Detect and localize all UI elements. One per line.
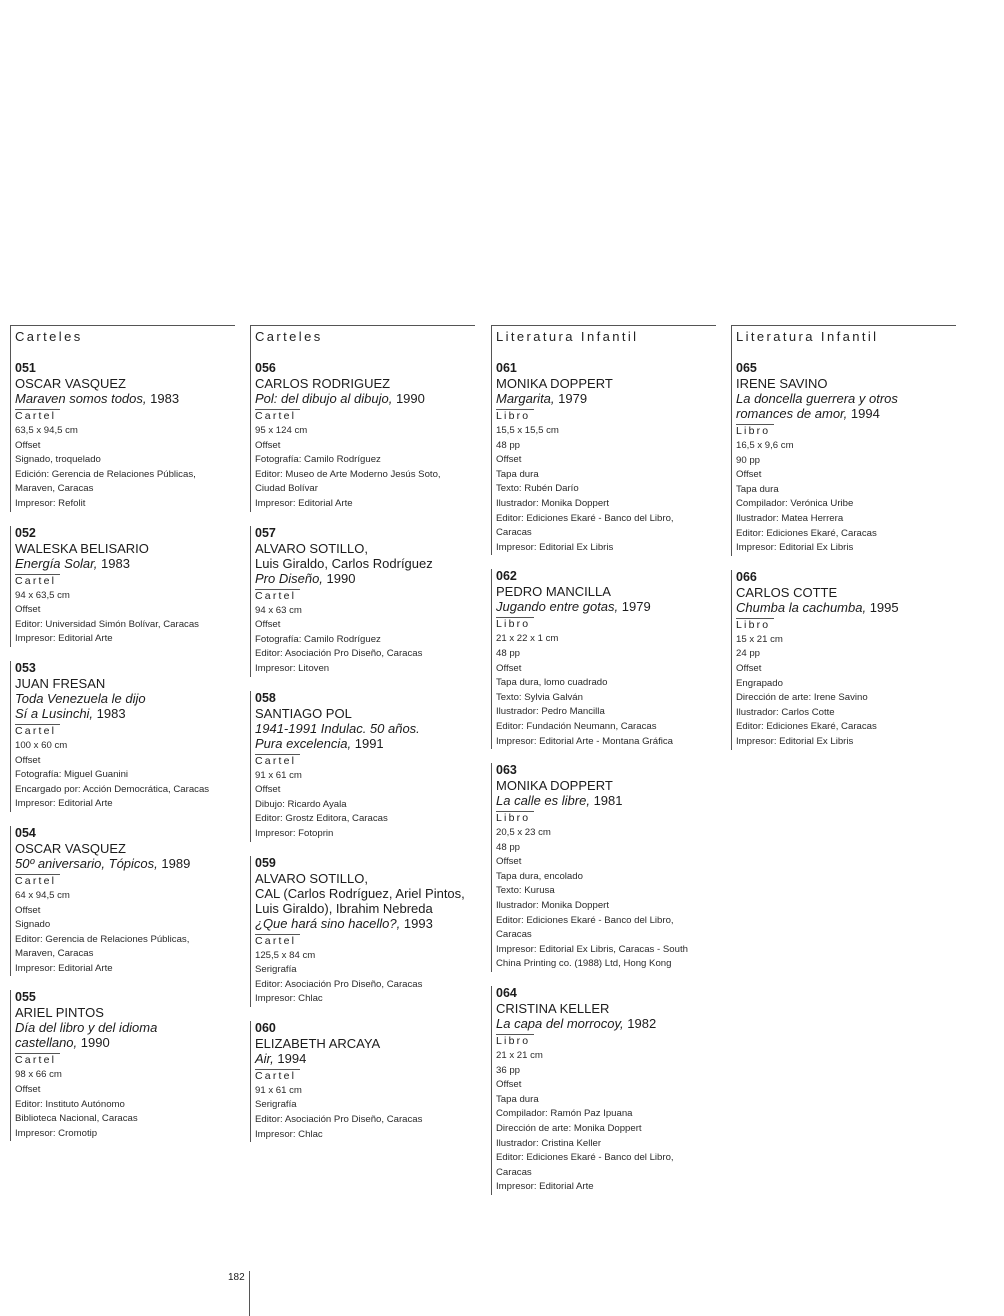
section-header: [491, 325, 716, 365]
entry-title: [255, 1051, 475, 1066]
section-title: Carteles: [255, 329, 323, 344]
detail-line: Caracas: [496, 527, 532, 539]
entry-type: Libro: [496, 1034, 534, 1048]
author-line: ARIEL PINTOS: [15, 1005, 104, 1021]
entry-author: [255, 871, 475, 916]
title-italic: romances de amor,: [736, 406, 848, 421]
entry-author: [496, 584, 716, 599]
author-line: MONIKA DOPPERT: [496, 376, 613, 391]
title-italic: La capa del morrocoy,: [496, 1016, 624, 1032]
entry-author: [15, 1005, 235, 1020]
entry-details: [496, 632, 716, 749]
detail-line: Offset: [255, 439, 281, 451]
entry-title: [736, 391, 956, 421]
title-year: 1983: [97, 555, 130, 571]
catalog-entry: [250, 856, 475, 1007]
detail-line: Impresor: Editorial Arte - Montana Gráfica: [496, 735, 674, 747]
detail-line: Ilustrador: Monika Doppert: [496, 497, 610, 509]
title-italic: Día del libro y del idioma: [15, 1020, 158, 1036]
entry-details: [496, 1049, 716, 1195]
entry-author: [496, 778, 716, 793]
detail-line: Caracas: [496, 929, 532, 941]
catalog-column-4: [731, 325, 956, 764]
title-italic: Pura excelencia,: [255, 735, 352, 751]
title-line: [496, 391, 716, 406]
title-year: 1991: [351, 735, 384, 751]
title-year: 1981: [589, 793, 623, 809]
catalog-entry: [250, 1021, 475, 1142]
entry-type: Cartel: [255, 1069, 300, 1083]
detail-line: Engrapado: [736, 677, 783, 689]
author-line: CARLOS COTTE: [736, 584, 838, 600]
entry-details: [736, 633, 956, 750]
detail-line: Signado, troquelado: [15, 454, 101, 466]
author-line: OSCAR VASQUEZ: [15, 376, 127, 391]
detail-line: Texto: Sylvia Galván: [496, 691, 583, 703]
detail-line: Serigrafía: [255, 1099, 297, 1111]
entry-number: 061: [496, 361, 517, 375]
catalog-entry: [250, 526, 475, 677]
detail-line: Offset: [15, 604, 41, 616]
entry-number: 058: [255, 690, 276, 705]
entry-type: Libro: [496, 617, 534, 631]
title-italic: Pol: del dibujo al dibujo,: [255, 391, 393, 406]
catalog-entry: [10, 990, 235, 1141]
detail-line: Tapa dura: [736, 483, 779, 495]
entry-type: Libro: [736, 424, 774, 438]
entry-type: Cartel: [255, 754, 300, 768]
detail-line: 125,5 x 84 cm: [255, 949, 316, 961]
detail-line: Ilustrador: Carlos Cotte: [736, 706, 835, 718]
detail-line: Impresor: Cromotip: [15, 1127, 98, 1139]
entry-details: [15, 424, 235, 512]
entry-details: [255, 949, 475, 1007]
author-line: MONIKA DOPPERT: [496, 778, 613, 794]
entry-number: 051: [15, 361, 36, 375]
detail-line: Offset: [736, 469, 762, 481]
catalog-entry: [491, 763, 716, 972]
entry-author: [255, 1036, 475, 1051]
title-year: 1979: [618, 599, 651, 615]
entry-number: 066: [736, 569, 757, 584]
entry-type: Libro: [496, 811, 534, 825]
catalog-column-1: [10, 325, 235, 1155]
entry-type: Cartel: [15, 874, 60, 888]
section-title: Literatura Infantil: [496, 329, 639, 344]
detail-line: Tapa dura, encolado: [496, 870, 583, 882]
detail-line: Editor: Universidad Simón Bolívar, Caracas: [15, 618, 199, 630]
entry-type: Cartel: [255, 589, 300, 603]
detail-line: 48 pp: [496, 841, 521, 853]
entry-title: [15, 691, 235, 721]
catalog-entry: [491, 569, 716, 749]
entry-type: Cartel: [255, 409, 300, 423]
detail-line: Impresor: Editorial Ex Libris: [496, 541, 614, 553]
detail-line: Impresor: Editorial Ex Libris: [736, 735, 854, 747]
entry-number: 054: [15, 825, 36, 840]
title-year: 1983: [93, 705, 126, 721]
detail-line: Ilustrador: Pedro Mancilla: [496, 706, 605, 718]
author-line: IRENE SAVINO: [736, 376, 828, 391]
entry-author: [496, 1001, 716, 1016]
entry-author: [736, 585, 956, 600]
entry-title: [736, 600, 956, 615]
title-italic: Air,: [255, 1050, 274, 1066]
detail-line: Offset: [255, 619, 281, 631]
detail-line: Editor: Gerencia de Relaciones Públicas,: [15, 933, 190, 945]
entry-author: [15, 841, 235, 856]
entry-type: Libro: [496, 409, 534, 423]
entry-number: 062: [496, 569, 517, 584]
section-title: Literatura Infantil: [736, 329, 879, 344]
entry-number: 065: [736, 361, 757, 375]
author-line: CRISTINA KELLER: [496, 1001, 610, 1017]
detail-line: China Printing co. (1988) Ltd, Hong Kong: [496, 958, 672, 970]
title-line: [15, 691, 235, 706]
title-line: [15, 556, 235, 571]
title-year: 1994: [273, 1050, 307, 1066]
detail-line: Maraven, Caracas: [15, 483, 94, 495]
catalog-entry: [250, 691, 475, 842]
title-italic: ¿Que hará sino hacello?,: [255, 915, 401, 931]
detail-line: Offset: [736, 662, 762, 674]
detail-line: Offset: [15, 754, 41, 766]
entry-details: [255, 604, 475, 677]
title-italic: 50º aniversario, Tópicos,: [15, 855, 158, 871]
catalog-entry: [10, 361, 235, 512]
title-year: 1995: [866, 599, 899, 615]
detail-line: 63,5 x 94,5 cm: [15, 425, 78, 436]
entry-details: [15, 1068, 235, 1141]
title-line: [15, 391, 235, 406]
entry-title: [255, 391, 475, 406]
detail-line: Offset: [255, 784, 281, 796]
author-line: ELIZABETH ARCAYA: [255, 1035, 381, 1051]
catalog-entry: [731, 361, 956, 556]
catalog-column-3: [491, 325, 716, 1209]
title-year: 1994: [847, 406, 880, 421]
detail-line: 48 pp: [496, 439, 521, 451]
detail-line: Biblioteca Nacional, Caracas: [15, 1113, 138, 1125]
entry-author: [15, 541, 235, 556]
author-line: ALVARO SOTILLO,: [255, 870, 368, 886]
detail-line: Ilustrador: Monika Doppert: [496, 900, 610, 912]
entry-details: [255, 1084, 475, 1142]
detail-line: Editor: Museo de Arte Moderno Jesús Soto,: [255, 468, 441, 480]
title-year: 1989: [157, 855, 191, 871]
detail-line: Ilustrador: Matea Herrera: [736, 512, 844, 524]
detail-line: Dibujo: Ricardo Ayala: [255, 798, 347, 810]
title-line: [255, 721, 475, 736]
title-italic: Chumba la cachumba,: [736, 599, 867, 615]
entry-details: [496, 826, 716, 972]
title-year: 1983: [146, 391, 180, 406]
entry-author: [736, 376, 956, 391]
entry-number: 063: [496, 763, 517, 778]
detail-line: Signado: [15, 919, 51, 931]
detail-line: 98 x 66 cm: [15, 1069, 62, 1081]
detail-line: 16,5 x 9,6 cm: [736, 440, 794, 451]
entry-title: [255, 721, 475, 751]
detail-line: Compilador: Ramón Paz Ipuana: [496, 1108, 633, 1120]
detail-line: Serigrafía: [255, 964, 297, 976]
detail-line: Editor: Fundación Neumann, Caracas: [496, 720, 657, 732]
detail-line: Offset: [496, 662, 522, 674]
title-line: [15, 706, 235, 721]
catalog-entry: [731, 570, 956, 750]
title-line: [15, 1035, 235, 1050]
detail-line: Maraven, Caracas: [15, 948, 94, 960]
detail-line: Offset: [496, 856, 522, 868]
catalog-entry: [250, 361, 475, 512]
catalog-entry: [10, 826, 235, 977]
title-line: [15, 856, 235, 871]
title-line: [496, 1016, 716, 1031]
detail-line: Offset: [15, 1084, 41, 1096]
author-line: PEDRO MANCILLA: [496, 584, 611, 600]
entry-title: [496, 391, 716, 406]
entry-title: [15, 391, 235, 406]
title-italic: Maraven somos todos,: [15, 391, 147, 406]
detail-line: 94 x 63 cm: [255, 604, 302, 616]
detail-line: Offset: [15, 904, 41, 916]
entry-number: 064: [496, 986, 517, 1001]
detail-line: Editor: Instituto Autónomo: [15, 1098, 125, 1110]
section-header: [250, 325, 475, 365]
detail-line: Compilador: Verónica Uribe: [736, 498, 854, 510]
detail-line: Edición: Gerencia de Relaciones Públicas,: [15, 468, 196, 480]
detail-line: Offset: [496, 1079, 522, 1091]
title-line: [496, 599, 716, 614]
title-line: [736, 391, 956, 406]
author-line: ALVARO SOTILLO,: [255, 540, 368, 556]
entry-number: 056: [255, 361, 276, 375]
detail-line: Impresor: Chlac: [255, 1128, 323, 1140]
entry-author: [255, 376, 475, 391]
detail-line: Editor: Asociación Pro Diseño, Caracas: [255, 978, 423, 990]
entry-author: [255, 706, 475, 721]
entry-title: [496, 599, 716, 614]
detail-line: 100 x 60 cm: [15, 739, 68, 751]
title-line: [255, 391, 475, 406]
title-year: 1982: [623, 1016, 657, 1032]
entry-title: [15, 856, 235, 871]
title-line: [255, 736, 475, 751]
detail-line: 21 x 22 x 1 cm: [496, 633, 559, 645]
detail-line: 91 x 61 cm: [255, 1084, 302, 1096]
detail-line: Impresor: Chlac: [255, 993, 323, 1005]
title-line: [15, 1020, 235, 1035]
author-line: CAL (Carlos Rodríguez, Ariel Pintos,: [255, 885, 465, 901]
detail-line: Editor: Ediciones Ekaré, Caracas: [736, 527, 877, 539]
detail-line: Texto: Rubén Darío: [496, 483, 579, 495]
entry-details: [255, 769, 475, 842]
detail-line: Encargado por: Acción Democrática, Caracas: [15, 783, 210, 795]
title-italic: Pro Diseño,: [255, 570, 323, 586]
section-header: [731, 325, 956, 365]
entry-details: [15, 889, 235, 977]
title-italic: La calle es libre,: [496, 793, 590, 809]
author-line: WALESKA BELISARIO: [15, 540, 149, 556]
catalog-entry: [10, 661, 235, 812]
detail-line: Tapa dura, lomo cuadrado: [496, 677, 608, 689]
detail-line: 95 x 124 cm: [255, 425, 308, 436]
entry-title: [15, 556, 235, 571]
detail-line: Editor: Ediciones Ekaré - Banco del Libro,: [496, 914, 674, 926]
detail-line: Caracas: [496, 1166, 532, 1178]
detail-line: 15,5 x 15,5 cm: [496, 425, 559, 436]
detail-line: 64 x 94,5 cm: [15, 889, 70, 901]
entry-number: 057: [255, 525, 276, 540]
detail-line: Editor: Asociación Pro Diseño, Caracas: [255, 1114, 423, 1126]
detail-line: 20,5 x 23 cm: [496, 827, 551, 839]
detail-line: Tapa dura: [496, 468, 539, 480]
title-italic: 1941-1991 Indulac. 50 años.: [255, 720, 420, 736]
title-line: [255, 1051, 475, 1066]
detail-line: Dirección de arte: Monika Doppert: [496, 1123, 642, 1134]
title-year: 1990: [77, 1035, 110, 1051]
detail-line: Editor: Asociación Pro Diseño, Caracas: [255, 648, 423, 660]
detail-line: Impresor: Litoven: [255, 662, 330, 674]
title-italic: Jugando entre gotas,: [496, 599, 619, 615]
author-line: CARLOS RODRIGUEZ: [255, 376, 391, 391]
detail-line: 21 x 21 cm: [496, 1050, 543, 1062]
title-line: [736, 406, 956, 421]
page-number: 182: [222, 1271, 250, 1316]
entry-title: [496, 793, 716, 808]
entry-number: 055: [15, 990, 36, 1005]
detail-line: Impresor: Editorial Arte: [15, 798, 113, 810]
detail-line: Impresor: Fotoprin: [255, 827, 334, 839]
author-line: SANTIAGO POL: [255, 705, 352, 721]
detail-line: Fotografía: Miguel Guanini: [15, 769, 129, 781]
entry-type: Cartel: [255, 934, 300, 948]
detail-line: Editor: Grostz Editora, Caracas: [255, 813, 388, 825]
detail-line: 94 x 63,5 cm: [15, 589, 70, 601]
detail-line: Ilustrador: Cristina Keller: [496, 1137, 602, 1149]
detail-line: 15 x 21 cm: [736, 633, 783, 645]
detail-line: Fotografía: Camilo Rodríguez: [255, 633, 381, 645]
entry-title: [496, 1016, 716, 1031]
catalog-entry: [10, 526, 235, 647]
entry-number: 059: [255, 855, 276, 870]
entry-type: Libro: [736, 618, 774, 632]
author-line: JUAN FRESAN: [15, 675, 106, 691]
detail-line: 24 pp: [736, 648, 761, 660]
title-italic: Energía Solar,: [15, 555, 98, 571]
section-header: [10, 325, 235, 365]
detail-line: Fotografía: Camilo Rodríguez: [255, 454, 381, 466]
title-year: 1979: [554, 391, 588, 406]
entry-author: [496, 376, 716, 391]
detail-line: Dirección de arte: Irene Savino: [736, 692, 868, 704]
detail-line: Offset: [496, 454, 522, 466]
title-line: [496, 793, 716, 808]
detail-line: Editor: Ediciones Ekaré - Banco del Libro,: [496, 512, 674, 524]
entry-details: [496, 424, 716, 555]
detail-line: Texto: Kurusa: [496, 885, 555, 897]
detail-line: Impresor: Editorial Arte: [255, 497, 353, 509]
detail-line: Offset: [15, 439, 41, 451]
catalog-entry: [491, 361, 716, 555]
detail-line: 90 pp: [736, 454, 761, 466]
catalog-column-2: [250, 325, 475, 1156]
title-year: 1990: [322, 570, 356, 586]
entry-author: [15, 676, 235, 691]
entry-title: [255, 916, 475, 931]
title-year: 1990: [392, 391, 425, 406]
section-title: Carteles: [15, 329, 83, 344]
entry-type: Cartel: [15, 1053, 60, 1067]
title-line: [736, 600, 956, 615]
detail-line: Impresor: Editorial Ex Libris, Caracas - South: [496, 943, 688, 955]
title-italic: Margarita,: [496, 391, 555, 406]
detail-line: Tapa dura: [496, 1093, 539, 1105]
entry-number: 053: [15, 660, 36, 675]
title-line: [255, 571, 475, 586]
detail-line: Editor: Ediciones Ekaré, Caracas: [736, 721, 877, 733]
title-italic: La doncella guerrera y otros: [736, 391, 898, 406]
author-line: OSCAR VASQUEZ: [15, 840, 127, 856]
title-year: 1993: [400, 915, 433, 931]
entry-type: Cartel: [15, 724, 60, 738]
entry-author: [15, 376, 235, 391]
detail-line: Editor: Ediciones Ekaré - Banco del Libro,: [496, 1152, 674, 1164]
title-italic: Sí a Lusinchi,: [15, 705, 94, 721]
title-italic: castellano,: [15, 1035, 78, 1051]
detail-line: Ciudad Bolívar: [255, 483, 318, 495]
entry-details: [255, 424, 475, 512]
detail-line: 48 pp: [496, 647, 521, 659]
entry-author: [255, 541, 475, 571]
entry-details: [736, 439, 956, 556]
detail-line: Impresor: Editorial Ex Libris: [736, 542, 854, 554]
detail-line: Impresor: Editorial Arte: [15, 633, 113, 645]
detail-line: Impresor: Editorial Arte: [496, 1181, 594, 1193]
title-italic: Toda Venezuela le dijo: [15, 690, 146, 706]
detail-line: 36 pp: [496, 1064, 521, 1076]
entry-details: [15, 589, 235, 647]
entry-title: [15, 1020, 235, 1050]
author-line: Luis Giraldo, Carlos Rodríguez: [255, 555, 433, 571]
entry-number: 060: [255, 1020, 276, 1035]
entry-type: Cartel: [15, 574, 60, 588]
entry-title: [255, 571, 475, 586]
catalog-entry: [491, 986, 716, 1195]
author-line: Luis Giraldo), Ibrahim Nebreda: [255, 900, 433, 916]
detail-line: Impresor: Refolit: [15, 497, 86, 509]
entry-details: [15, 739, 235, 812]
detail-line: 91 x 61 cm: [255, 769, 302, 781]
entry-number: 052: [15, 525, 36, 540]
detail-line: Impresor: Editorial Arte: [15, 962, 113, 974]
entry-type: Cartel: [15, 409, 60, 423]
title-line: [255, 916, 475, 931]
